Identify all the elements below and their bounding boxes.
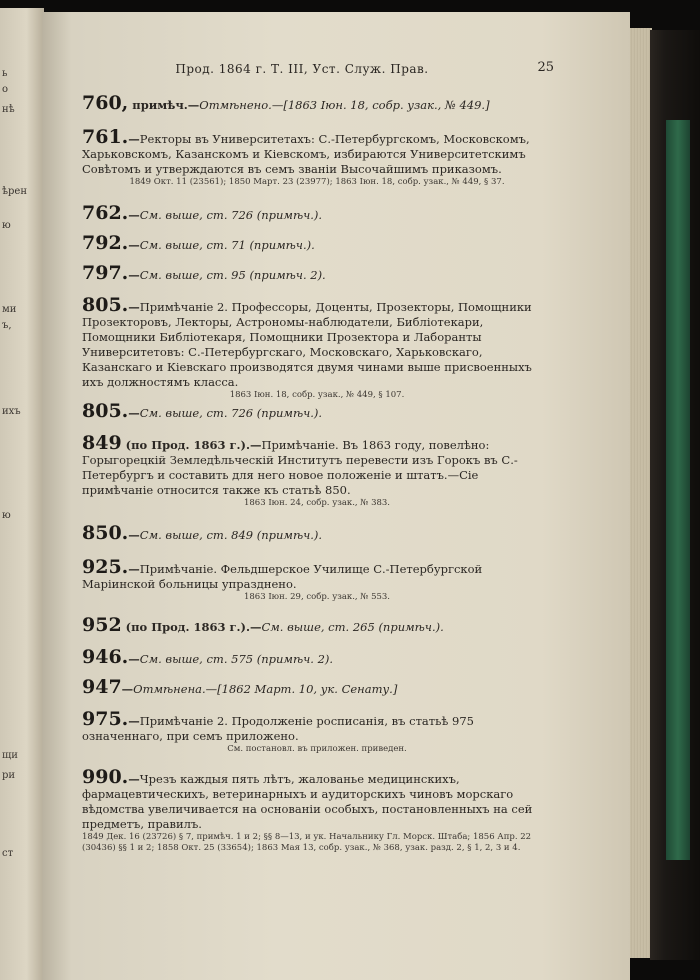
article-text: См. выше, ст. 265 (примѣч.).	[261, 620, 444, 634]
entry-792	[82, 232, 552, 254]
article-lead: —	[128, 300, 140, 314]
article-text: См. выше, ст. 849 (примѣч.).	[139, 528, 323, 542]
article-lead: —	[121, 682, 134, 696]
article-number: 760,	[82, 92, 129, 114]
left-page-fragment: ю	[2, 220, 11, 231]
source-citation: 1863 Іюн. 18, собр. узак., № 449, § 107.	[229, 390, 405, 400]
entry-797	[82, 262, 552, 284]
source-citation: 1863 Іюн. 29, собр. узак., № 553.	[243, 592, 390, 602]
article-number: 805.	[82, 400, 129, 422]
left-page-fragment: щи	[2, 750, 18, 761]
article-text: См. выше, ст. 726 (примѣч.).	[139, 406, 323, 420]
article-number: 975.	[82, 708, 129, 730]
article-lead: —	[128, 528, 140, 542]
article-number: 797.	[82, 262, 129, 284]
left-page-fragment: о	[2, 84, 9, 95]
article-lead: —	[128, 652, 140, 666]
article-number: 925.	[82, 556, 129, 578]
article-text: Отмѣнена.—[1862 Март. 10, ук. Сенату.]	[133, 682, 398, 696]
entry-760	[82, 92, 552, 114]
article-lead: примѣч.—	[128, 98, 200, 112]
article-text: Примѣчаніе. Въ 1863 году, повелѣно: Горыгорецкій Земледѣльческій Институтъ перевести изъ Горокъ въ С.-Петербургъ и составить для него новое положеніе и штатъ.—Сіе примѣчаніе относится также къ статьѣ 850.	[82, 438, 518, 497]
article-number: 946.	[82, 646, 129, 668]
article-lead: —	[128, 268, 140, 282]
book-page	[42, 12, 630, 980]
source-citation: 1849 Окт. 11 (23561); 1850 Март. 23 (23977); 1863 Іюн. 18, собр. узак., № 449, § 37.	[129, 177, 505, 187]
entry-761	[82, 126, 552, 188]
article-text: Примѣчаніе. Фельдшерское Училище С.-Петербургской Маріинской больницы упразднено.	[82, 562, 483, 591]
entry-805-note	[82, 294, 552, 401]
source-citation: См. постановл. въ приложен. приведен.	[227, 744, 407, 754]
entry-990	[82, 766, 552, 854]
article-lead: (по Прод. 1863 г.).—	[121, 438, 262, 452]
entry-850	[82, 522, 552, 544]
article-number: 761.	[82, 126, 129, 148]
left-page-fragment: ю	[2, 510, 11, 521]
article-number: 850.	[82, 522, 129, 544]
left-page-fragment: ми	[2, 304, 17, 315]
article-text: Примѣчаніе 2. Продолженіе росписанія, въ статьѣ 975 означеннаго, при семъ приложено.	[82, 714, 474, 743]
entry-946	[82, 646, 552, 668]
article-text: См. выше, ст. 726 (примѣч.).	[139, 208, 323, 222]
article-number: 990.	[82, 766, 129, 788]
left-page-fragment: ри	[2, 770, 16, 781]
left-page-fragment: ъ,	[2, 320, 12, 331]
source-citation: 1863 Іюн. 24, собр. узак., № 383.	[243, 498, 390, 508]
article-lead: —	[128, 772, 140, 786]
article-number: 805.	[82, 294, 129, 316]
article-lead: —	[128, 238, 140, 252]
article-text: Ректоры въ Университетахъ: С.-Петербургскомъ, Московскомъ, Харьковскомъ, Казанскомъ и Кіевскомъ, избираются Университетскимъ Совѣтомъ и утверждаются въ семъ званіи Высочайшимъ приказомъ.	[82, 132, 530, 176]
left-page-fragment: ихъ	[2, 406, 21, 417]
article-number: 952	[82, 614, 122, 636]
article-text: Чрезъ каждыя пять лѣтъ, жалованье медицинскихъ, фармацевтическихъ, ветеринарныхъ и аудиторскихъ чиновъ морскаго вѣдомства увеличивается на основаніи особыхъ, постановленныхъ на сей предметъ, правилъ.	[82, 772, 533, 831]
article-lead: (по Прод. 1863 г.).—	[121, 620, 262, 634]
article-number: 792.	[82, 232, 129, 254]
entry-805-ref	[82, 400, 552, 422]
article-text: Отмѣнено.—[1863 Іюн. 18, собр. узак., № 449.]	[199, 98, 490, 112]
article-text: См. выше, ст. 575 (примѣч. 2).	[139, 652, 334, 666]
article-text: См. выше, ст. 71 (примѣч.).	[139, 238, 315, 252]
running-title: Прод. 1864 г. Т. III, Уст. Служ. Прав.	[175, 62, 429, 76]
article-lead: —	[128, 714, 140, 728]
page-number: 25	[537, 60, 554, 75]
article-lead: —	[128, 208, 140, 222]
left-page-fragment: ст	[2, 848, 14, 859]
article-lead: —	[128, 406, 140, 420]
left-page-fragment: нѣ	[2, 104, 15, 115]
entry-975	[82, 708, 552, 755]
entry-952	[82, 614, 552, 636]
article-lead: —	[128, 132, 140, 146]
article-number: 849	[82, 432, 122, 454]
article-number: 762.	[82, 202, 129, 224]
article-text: Примѣчаніе 2. Профессоры, Доценты, Прозекторы, Помощники Прозекторовъ, Лекторы, Астрономы-наблюдатели, Библіотекари, Помощники Библіотекаря, Помощники Прозектора и Лаборанты Университетовъ: С.-Петербургскаго, Московскаго, Харьковскаго, Казанскаго и Кіевскаго производятся двумя чинами выше присвоенныхъ ихъ должностямъ класса.	[82, 300, 532, 389]
article-text: См. выше, ст. 95 (примѣч. 2).	[139, 268, 326, 282]
entry-762	[82, 202, 552, 224]
left-page-fragment: ь	[2, 68, 8, 79]
cover-spine-strip	[666, 120, 690, 860]
previous-page-edge	[0, 8, 44, 980]
left-page-fragment: ѣрен	[2, 186, 28, 197]
source-citation: 1849 Дек. 16 (23726) § 7, примѣч. 1 и 2; §§ 8—13, и ук. Начальнику Гл. Морск. Штаба; 1856 Апр. 22 (30436) §§ 1 и 2; 1858 Окт. 25 (33654); 1863 Мая 13, собр. узак., № 368, узак. разд. 2, § 1, 2, 3 и 4.	[82, 832, 532, 853]
entry-849	[82, 432, 552, 509]
entry-925	[82, 556, 552, 603]
article-lead: —	[128, 562, 140, 576]
entry-947	[82, 676, 552, 698]
article-number: 947	[82, 676, 122, 698]
